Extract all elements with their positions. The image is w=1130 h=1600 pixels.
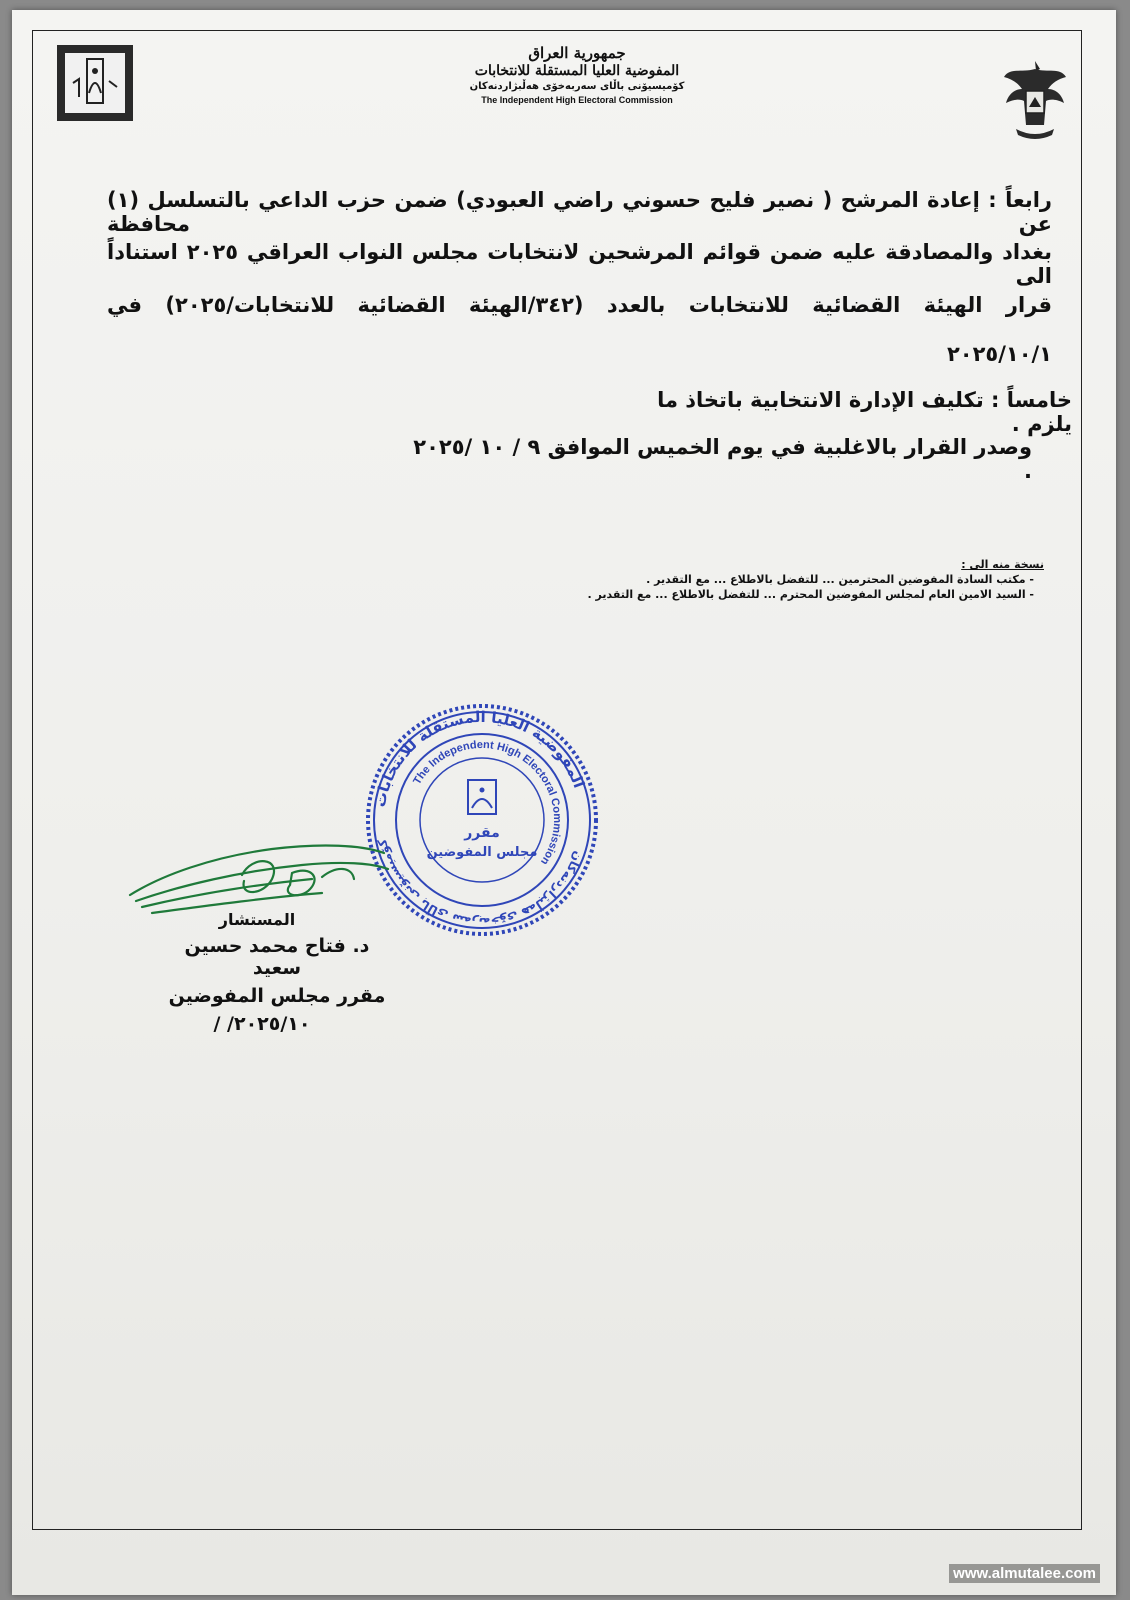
- letterhead-republic: جمهورية العراق: [528, 44, 626, 62]
- signature-block: [162, 910, 392, 1035]
- stamp-inner-en: The Independent High Electoral Commission: [411, 738, 564, 867]
- letterhead-commission-ku: كۆمیسیۆنی باڵای سەربەخۆی هەڵبژاردنەکان: [469, 81, 685, 92]
- commission-stamp: [364, 702, 600, 938]
- signatory-position: مقرر مجلس المفوضين: [168, 985, 386, 1007]
- stamp-ihec-logo-icon: [468, 780, 496, 814]
- stamp-outer-ku: كۆمیسیۆنی باڵای سەربەخۆی هەڵبژاردنەکان: [374, 837, 586, 930]
- signatory-name: د. فتاح محمد حسين سعيد: [184, 935, 370, 979]
- stamp-center-line2: مجلس المفوضين: [426, 845, 538, 860]
- copies-item-2: - السيد الامين العام لمجلس المفوضين المحترم ... للتفضل بالاطلاع ... مع التقدير .: [587, 588, 1034, 601]
- copies-section: [544, 558, 1044, 601]
- ihec-logo-icon: [57, 45, 133, 121]
- body-line-3: قرار الهيئة القضائية للانتخابات بالعدد (٣٤٢/الهيئة القضائية للانتخابات/٢٠٢٥) في: [107, 293, 1053, 317]
- letterhead-commission-en: The Independent High Electoral Commission: [481, 95, 673, 105]
- body-line-2: بغداد والمصادقة عليه ضمن قوائم المرشحين لانتخابات مجلس النواب العراقي ٢٠٢٥ استناداً الى: [107, 240, 1052, 288]
- signatory-role: المستشار: [218, 910, 296, 929]
- letterhead: [442, 44, 712, 106]
- body-line-6-issued: وصدر القرار بالاغلبية في يوم الخميس الموافق ٩ / ١٠ /٢٠٢٥ .: [413, 435, 1032, 483]
- document-page: [12, 10, 1116, 1595]
- stamp-outer-ar: المفوضية العليا المستقلة للانتخابات: [370, 707, 589, 809]
- body-line-1: رابعاً : إعادة المرشح ( نصير فليح حسوني راضي العبودي) ضمن حزب الداعي بالتسلسل (١) عن محافظة: [107, 188, 1052, 236]
- iraq-eagle-emblem-icon: [1000, 55, 1070, 143]
- watermark-url: www.almutalee.com: [949, 1564, 1100, 1583]
- body-line-4-date: ٢٠٢٥/١٠/١: [946, 342, 1052, 366]
- copies-title: نسخة منه الى :: [961, 558, 1044, 571]
- copies-item-1: - مكتب السادة المفوضين المحترمين ... للتفضل بالاطلاع ... مع التقدير .: [646, 573, 1034, 586]
- stamp-center-line1: مقرر: [464, 825, 500, 841]
- letterhead-commission-ar: المفوضية العليا المستقلة للانتخابات: [474, 63, 680, 79]
- signature-date: ٢٠٢٥/١٠/ /: [213, 1013, 311, 1035]
- body-line-5-fifth: خامساً : تكليف الإدارة الانتخابية باتخاذ ما يلزم .: [657, 388, 1072, 436]
